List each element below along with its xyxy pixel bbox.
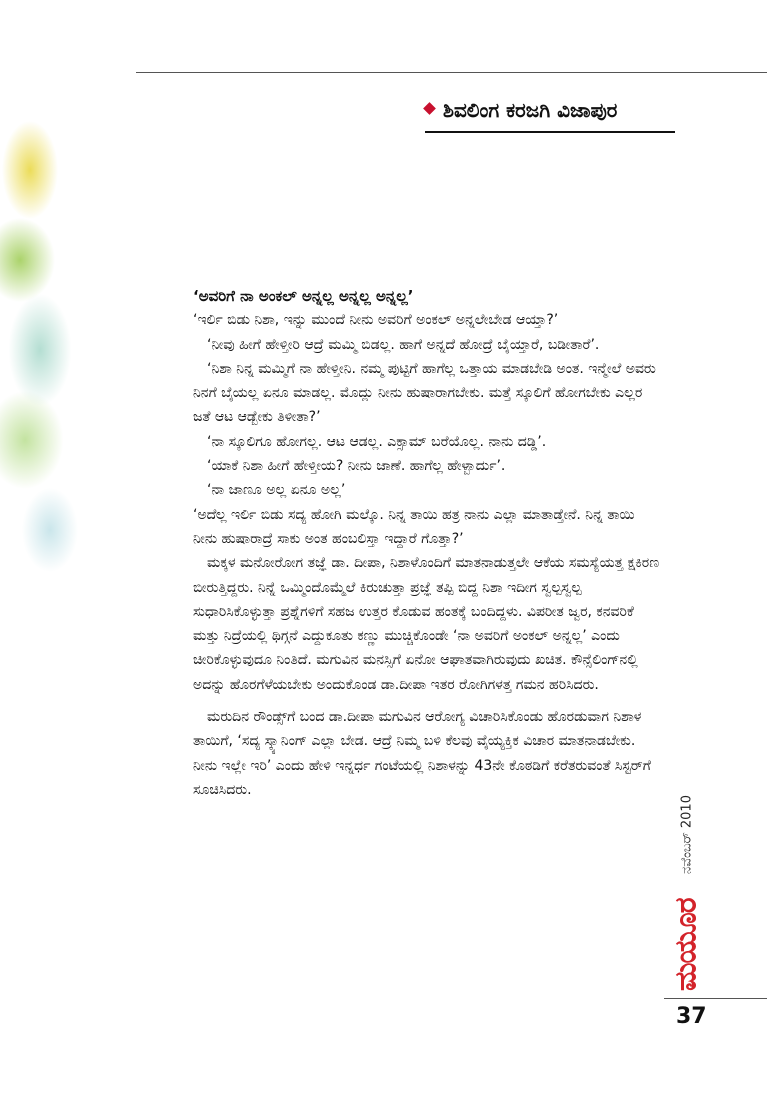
watercolor-decoration <box>0 110 80 590</box>
magazine-logo: ಮಯೂರ <box>668 898 704 992</box>
paragraph: ‘ಅದೆಲ್ಲ ಇರ್ಲಿ ಬಿಡು ಸದ್ಯ ಹೋಗಿ ಮಲ್ಕೊ. ನಿನ್ನ ತಾಯಿ ಹತ್ರ ನಾನು ಎಲ್ಲಾ ಮಾತಾಡ್ತೇನೆ. ನಿನ್ನ ತಾಯಿ ನೀನು ಹುಷಾರಾದ್ರೆ ಸಾಕು ಅಂತ ಹಂಬಲಿಸ್ತಾ ಇದ್ದಾರೆ ಗೊತ್ತಾ?’ <box>193 506 635 547</box>
paragraph: ‘ಅವರಿಗೆ ನಾ ಅಂಕಲ್ ಅನ್ನಲ್ಲ ಅನ್ನಲ್ಲ ಅನ್ನಲ್ಲ’ <box>193 287 414 305</box>
author-name: ಶಿವಲಿಂಗ ಕರಜಗಿ ವಿಜಾಪುರ <box>443 98 618 122</box>
page-number: 37 <box>676 1004 707 1029</box>
paragraph: ‘ನಾ ಸ್ಕೂಲಿಗೂ ಹೋಗಲ್ಲ. ಆಟ ಆಡಲ್ಲ. ಎಕ್ಸಾಮ್ ಬರೆಯೊಲ್ಲ. ನಾನು ದಡ್ಡಿ’. <box>207 433 547 450</box>
paragraph: ಮರುದಿನ ರೌಂಡ್ಸ್‌ಗೆ ಬಂದ ಡಾ.ದೀಪಾ ಮಗುವಿನ ಆರೋಗ್ಯ ವಿಚಾರಿಸಿಕೊಂಡು ಹೊರಡುವಾಗ ನಿಶಾಳ ತಾಯಿಗೆ, ‘ಸದ್ಯ ಸ್ಕ್ಯಾನಿಂಗ್ ಎಲ್ಲಾ ಬೇಡ. ಆದ್ರೆ ನಿಮ್ಮ ಬಳಿ ಕೆಲವು ವೈಯ್ಯಕ್ತಿಕ ವಿಚಾರ ಮಾತನಾಡಬೇಕು. ನೀನು ಇಲ್ಲೇ ಇರಿ’ ಎಂದು ಹೇಳಿ ಇನ್ನರ್ಧ ಗಂಟೆಯಲ್ಲಿ ನಿಶಾಳನ್ನು 43ನೇ ಕೊಠಡಿಗೆ ಕರೆತರುವಂತೆ ಸಿಸ್ಟರ್‌ಗೆ ಸೂಚಿಸಿದರು. <box>193 709 651 798</box>
issue-date: ನವೆಂಬರ್ 2010 <box>679 795 695 875</box>
footer-rule <box>664 998 767 999</box>
diamond-bullet-icon <box>423 102 436 115</box>
paragraph: ‘ನಾ ಜಾಣೂ ಅಲ್ಲ ಏನೂ ಅಲ್ಲ’ <box>207 482 346 499</box>
paragraph: ‘ನೀವು ಹೀಗೆ ಹೇಳ್ತೀರಿ ಆದ್ರೆ ಮಮ್ಮಿ ಬಿಡಲ್ಲ. ಹಾಗೆ ಅನ್ನದೆ ಹೋದ್ರೆ ಬೈಯ್ತಾರೆ, ಬಡೀತಾರೆ’. <box>207 336 600 353</box>
paragraph: ‘ಇರ್ಲಿ ಬಿಡು ನಿಶಾ, ಇನ್ನು ಮುಂದೆ ನೀನು ಅವರಿಗೆ ಅಂಕಲ್ ಅನ್ನಲೇಬೇಡ ಆಯ್ತಾ?’ <box>193 312 559 329</box>
author-byline <box>425 98 695 128</box>
author-underline <box>425 131 675 133</box>
paragraph: ‘ನಿಶಾ ನಿನ್ನ ಮಮ್ಮಿಗೆ ನಾ ಹೇಳ್ತೀನಿ. ನಮ್ಮ ಪುಟ್ಟಿಗೆ ಹಾಗೆಲ್ಲ ಒತ್ತಾಯ ಮಾಡಬೇಡಿ ಅಂತ. ಇನ್ಮೇಲೆ ಅವರು ನಿನಗೆ ಬೈಯಲ್ಲ ಏನೂ ಮಾಡಲ್ಲ. ಮೊದ್ಲು ನೀನು ಹುಷಾರಾಗಬೇಕು. ಮತ್ತೆ ಸ್ಕೂಲಿಗೆ ಹೋಗಬೇಕು ಎಲ್ಲರ ಜತೆ ಆಟ ಆಡ್ಬೇಕು ತಿಳೀತಾ?’ <box>193 360 656 426</box>
paragraph: ‘ಯಾಕೆ ನಿಶಾ ಹೀಗೆ ಹೇಳ್ತೀಯ? ನೀನು ಜಾಣೆ. ಹಾಗೆಲ್ಲ ಹೇಳ್ಬಾರ್ದು’. <box>207 458 506 475</box>
top-rule <box>136 72 767 73</box>
paragraph: ಮಕ್ಕಳ ಮನೋರೋಗ ತಜ್ಞೆ ಡಾ. ದೀಪಾ, ನಿಶಾಳೊಂದಿಗೆ ಮಾತನಾಡುತ್ತಲೇ ಆಕೆಯ ಸಮಸ್ಯೆಯತ್ತ ಕ್ಷಕಿರಣ ಬೀರುತ್ತಿದ್ದರು. ನಿನ್ನೆ ಒಮ್ಮಿಂದೊಮ್ಮೆಲೆ ಕಿರುಚುತ್ತಾ ಪ್ರಜ್ಞೆ ತಪ್ಪಿ ಬಿದ್ದ ನಿಶಾ ಇದೀಗ ಸ್ವಲ್ಪಸ್ವಲ್ಪ ಸುಧಾರಿಸಿಕೊಳ್ಳುತ್ತಾ ಪ್ರಶ್ನೆಗಳಿಗೆ ಸಹಜ ಉತ್ತರ ಕೊಡುವ ಹಂತಕ್ಕೆ ಬಂದಿದ್ದಳು. ವಿಪರೀತ ಜ್ವರ, ಕನವರಿಕೆ ಮತ್ತು ನಿದ್ರೆಯಲ್ಲಿ ಥಿಗ್ಗನೆ ಎದ್ದುಕೂತು ಕಣ್ಣು ಮುಚ್ಚಿಕೊಂಡೇ ‘ನಾ ಅವರಿಗೆ ಅಂಕಲ್ ಅನ್ನಲ್ಲ’ ಎಂದು ಚೀರಿಕೊಳ್ಳುವುದೂ ನಿಂತಿದೆ. ಮಗುವಿನ ಮನಸ್ಸಿಗೆ ಏನೋ ಆಘಾತವಾಗಿರುವುದು ಖಚಿತ. ಕೌನ್ಸೆಲಿಂಗ್‌ನಲ್ಲಿ ಅದನ್ನು ಹೊರಗೆಳೆಯಬೇಕು ಅಂದುಕೊಂಡ ಡಾ.ದೀಪಾ ಇತರ ರೋಗಿಗಳತ್ತ ಗಮನ ಹರಿಸಿದರು. <box>193 555 660 693</box>
article-body <box>193 284 663 802</box>
